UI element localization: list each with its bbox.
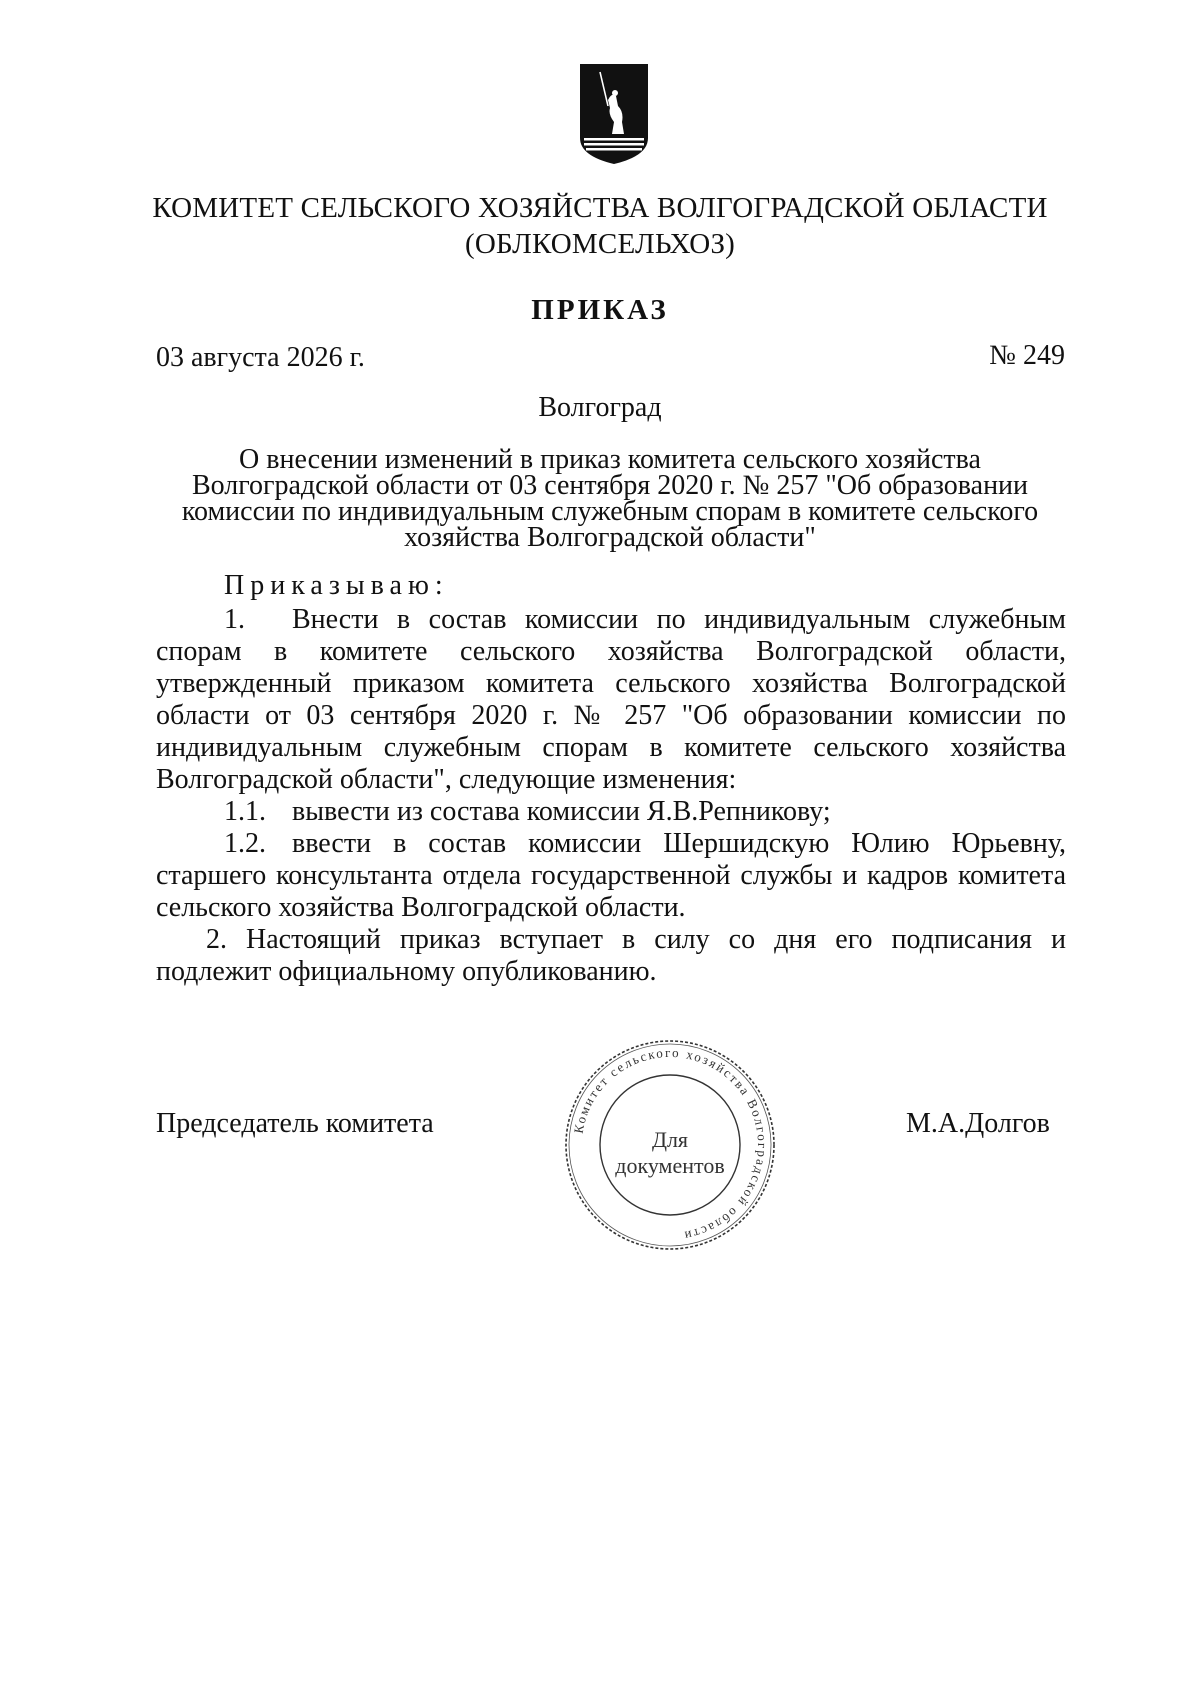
item-1-2-text: ввести в состав комиссии Шершидскую Юлию Юрьевну, старшего консультанта отдела государственной службы и кадров комитета сельского хозяйства Волгоградской области. [156, 828, 1066, 923]
order-word: Приказываю: [224, 570, 449, 601]
item-1-1 [156, 796, 1066, 828]
official-stamp [560, 1035, 780, 1255]
organization-name: КОМИТЕТ СЕЛЬСКОГО ХОЗЯЙСТВА ВОЛГОГРАДСКОЙ ОБЛАСТИ [152, 192, 1048, 224]
subject-line: О внесении изменений в приказ комитета сельского хозяйства [239, 444, 981, 475]
item-1-2-number: 1.2. [224, 828, 266, 859]
item-2: 2. Настоящий приказ вступает в силу со дня его подписания и подлежит официальному опубликованию. [156, 924, 1066, 987]
document-city: Волгоград [538, 392, 662, 423]
subject-line: Волгоградской области от 03 сентября 2020 г. № 257 "Об образовании [191, 470, 1029, 501]
subject-line: хозяйства Волгоградской области" [404, 522, 816, 553]
item-1-2 [156, 828, 1066, 924]
document-type: ПРИКАЗ [531, 294, 669, 326]
coat-of-arms-icon [578, 62, 650, 166]
organization-short-name: (ОБЛКОМСЕЛЬХОЗ) [464, 228, 736, 260]
item-1-1-text: вывести из состава комиссии Я.В.Репникову; [292, 796, 831, 827]
stamp-ring-text: Комитет сельского хозяйства Волгоградской области [570, 1044, 771, 1245]
signer-name: М.А.Долгов [906, 1108, 1050, 1139]
document-subject [170, 444, 1050, 553]
document-body [156, 570, 1066, 988]
item-1-1-number: 1.1. [224, 796, 266, 827]
item-1-text: Внести в состав комиссии по индивидуальным служебным спорам в комитете сельского хозяйства Волгоградской области, утвержденный приказом комитета сельского хозяйства Волгоградской области от 03 сентября 2020 г. № 257 "Об образовании комиссии по индивидуальным служебным спорам в комитете сельского хозяйства Волгоградской области", следующие изменения: [156, 604, 1066, 795]
stamp-center-line: Для [651, 1127, 689, 1152]
item-1-number: 1. [224, 604, 245, 635]
item-1 [156, 604, 1066, 796]
document-date: 03 августа 2026 г. [156, 342, 365, 373]
document-number: № 249 [989, 340, 1065, 371]
signer-title: Председатель комитета [156, 1108, 434, 1139]
subject-line: комиссии по индивидуальным служебным спорам в комитете сельского [181, 496, 1039, 527]
stamp-center-line: документов [615, 1153, 725, 1178]
